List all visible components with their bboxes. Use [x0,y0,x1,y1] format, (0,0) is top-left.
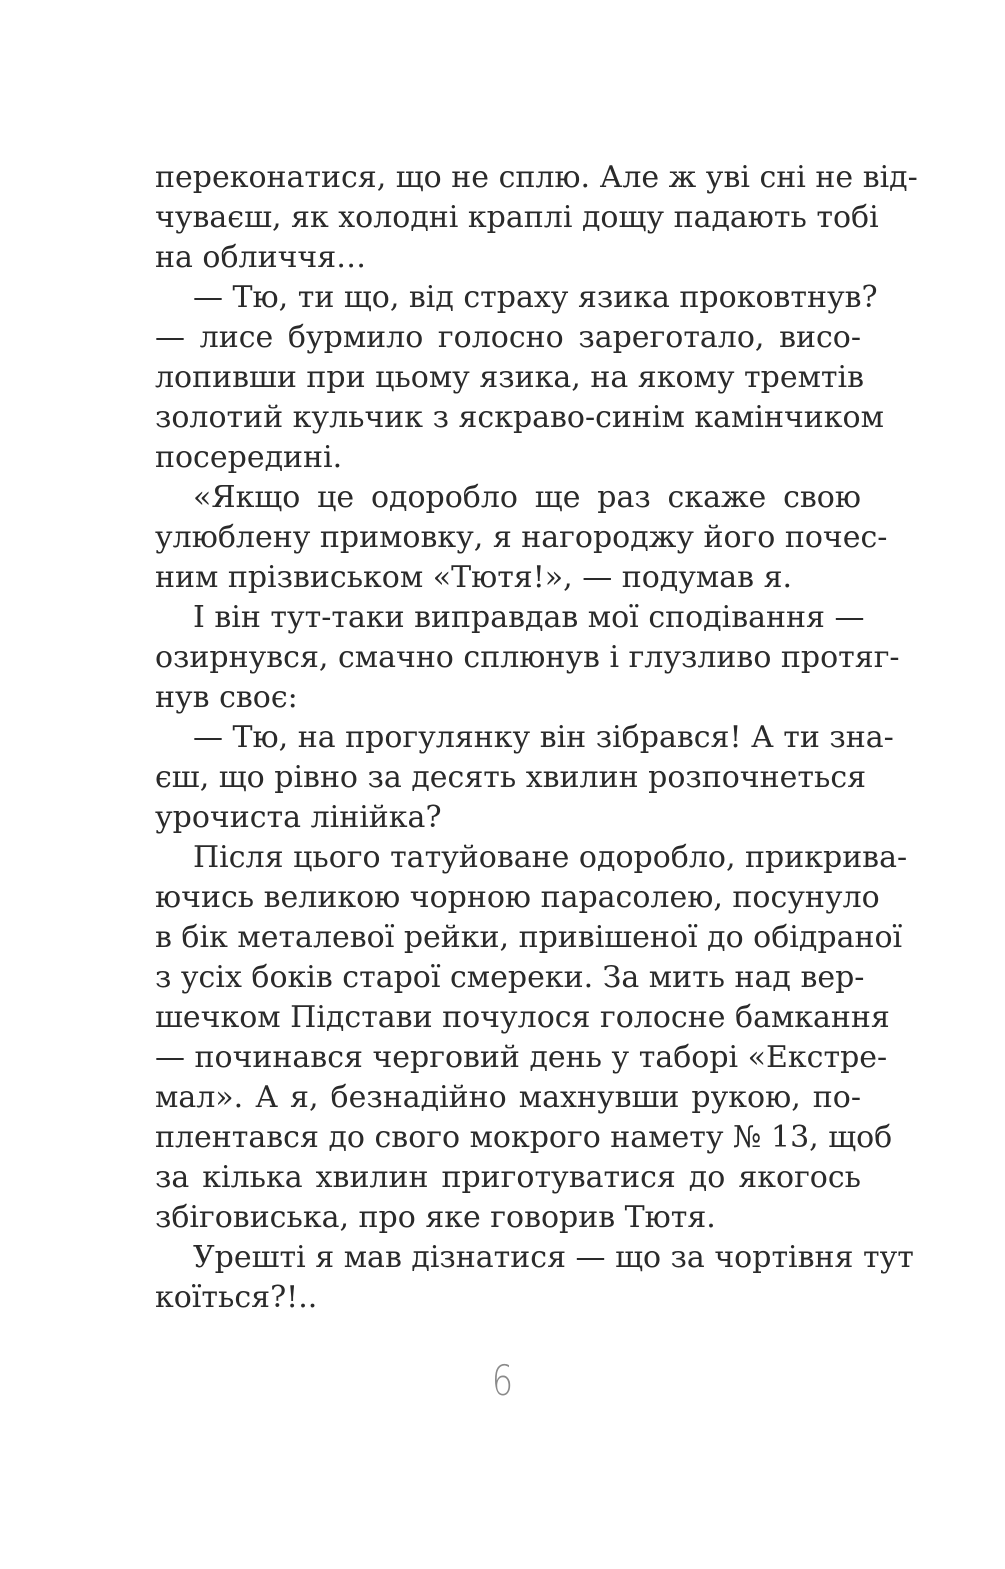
text-line: — лисе бурмило голосно зареготало, висо- [155,320,861,355]
text-line: з усіх боків старої смереки. За мить над вер- [155,960,865,995]
text-line: урочиста лінійка? [155,800,442,835]
text-line: посередині. [155,440,343,475]
text-line: переконатися, що не сплю. Але ж уві сні не від- [155,160,918,195]
text-line: золотий кульчик з яскраво-синім камінчиком [155,400,884,435]
text-line: нув своє: [155,680,298,715]
text-line: єш, що рівно за десять хвилин розпочнеться [155,760,867,795]
text-line: І він тут-таки виправдав мої сподівання — [193,600,865,635]
text-line: Урешті я мав дізнатися — що за чортівня тут [193,1240,914,1275]
text-line: Після цього татуйоване одоробло, прикрива- [193,840,908,875]
text-line: — Тю, ти що, від страху язика проковтнув? [193,280,878,315]
text-line: коїться?!.. [155,1280,318,1315]
text-line: — починався черговий день у таборі «Екстре- [155,1040,888,1075]
text-line: збіговиська, про яке говорив Тютя. [155,1200,716,1235]
text-line: мал». А я, безнадійно махнувши рукою, по- [155,1080,861,1115]
text-line: «Якщо це одоробло ще раз скаже свою [193,480,861,515]
text-line: шечком Підстави почулося голосне бамкання [155,1000,890,1035]
body-text [155,158,918,1318]
text-line: — Тю, на прогулянку він зібрався! А ти зна- [193,720,894,755]
text-line: ючись великою чорною парасолею, посунуло [155,880,880,915]
text-line: за кілька хвилин приготуватися до якогось [155,1160,861,1195]
text-line: на обличчя… [155,240,367,275]
text-line: ним прізвиськом «Тютя!», — подумав я. [155,560,793,595]
text-line: чуваєш, як холодні краплі дощу падають тобі [155,200,879,235]
text-line: лопивши при цьому язика, на якому тремтів [155,360,864,395]
page-number: 6 [491,1356,514,1405]
text-line: озирнувся, смачно сплюнув і глузливо протяг- [155,640,900,675]
text-line: в бік металевої рейки, привішеної до обідраної [155,920,903,955]
text-line: улюблену примовку, я нагороджу його почес- [155,520,888,555]
text-line: плентався до свого мокрого намету № 13, щоб [155,1120,893,1155]
